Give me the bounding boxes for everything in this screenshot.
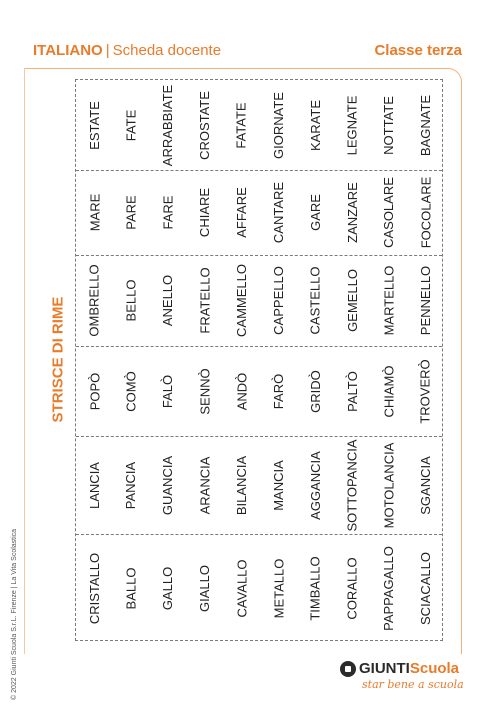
- rhyme-word: [232, 170, 252, 255]
- rhyme-word-text: GIALLO: [197, 564, 213, 612]
- rhyme-word-text: ZANZARE: [344, 182, 360, 243]
- rhyme-word-text: CHIARE: [197, 187, 213, 238]
- rhyme-word: [84, 534, 104, 642]
- rhyme-word: [379, 346, 399, 436]
- rhyme-word: [416, 436, 436, 534]
- rhyme-word: [232, 436, 252, 534]
- rhyme-word: [158, 436, 178, 534]
- grade-label: Classe terza: [374, 42, 462, 59]
- rhyme-word-text: POPÒ: [86, 372, 102, 410]
- rhyme-word-text: CROSTATE: [197, 90, 213, 160]
- rhyme-word-text: OMBRELLO: [86, 264, 102, 337]
- rhyme-word: [195, 255, 215, 346]
- rhyme-word: [268, 534, 288, 642]
- rhyme-word: [195, 80, 215, 170]
- rhyme-word: [232, 255, 252, 346]
- rhyme-word: [121, 170, 141, 255]
- rhyme-word: [305, 436, 325, 534]
- rhyme-word-text: CANTARE: [270, 181, 286, 244]
- rhyme-word-text: CRISTALLO: [86, 552, 102, 624]
- rhyme-word-text: PAPPAGALLO: [381, 545, 397, 631]
- rhyme-word-text: MANCIA: [270, 459, 286, 511]
- rhyme-word: [268, 80, 288, 170]
- rhyme-word-text: FALÒ: [160, 374, 176, 408]
- rhyme-word: [379, 80, 399, 170]
- rhyme-word: [121, 80, 141, 170]
- rhyme-word: [84, 80, 104, 170]
- rhyme-strips-grid: [75, 79, 443, 641]
- rhyme-word: [195, 534, 215, 642]
- rhyme-word-text: CAPPELLO: [270, 266, 286, 335]
- rhyme-word-text: GEMELLO: [344, 269, 360, 332]
- rhyme-word-text: AGGANCIA: [307, 450, 323, 520]
- rhyme-word: [158, 170, 178, 255]
- rhyme-word: [84, 346, 104, 436]
- rhyme-word-text: FRATELLO: [197, 267, 213, 334]
- rhyme-word-text: MARTELLO: [381, 265, 397, 336]
- rhyme-word: [416, 534, 436, 642]
- rhyme-word: [84, 255, 104, 346]
- rhyme-word-text: SOTTOPANCIA: [344, 439, 360, 531]
- rhyme-word-text: ESTATE: [86, 100, 102, 150]
- rhyme-word: [379, 255, 399, 346]
- rhyme-word: [379, 534, 399, 642]
- rhyme-word-text: FOCOLARE: [418, 176, 434, 249]
- rhyme-word-text: ANDÒ: [234, 372, 250, 410]
- rhyme-word: [158, 80, 178, 170]
- rhyme-word-text: NOTTATE: [381, 95, 397, 155]
- subject-label: ITALIANO: [33, 42, 103, 59]
- rhyme-word-text: TROVERÒ: [418, 358, 434, 424]
- rhyme-word-text: GIORNATE: [270, 91, 286, 159]
- rhyme-word: [342, 80, 362, 170]
- page-frame-left-edge: [24, 68, 25, 654]
- rhyme-word: [379, 436, 399, 534]
- worksheet-title-text: STRISCE DI RIME: [49, 296, 67, 423]
- rhyme-word-text: SCIACALLO: [418, 551, 434, 625]
- rhyme-word-text: GALLO: [160, 566, 176, 610]
- rhyme-word: [305, 80, 325, 170]
- rhyme-word: [305, 170, 325, 255]
- header-left: [33, 42, 221, 59]
- rhyme-word: [195, 436, 215, 534]
- giunti-logo-icon: [340, 661, 356, 677]
- rhyme-word: [268, 436, 288, 534]
- rhyme-word-text: GARE: [307, 194, 323, 231]
- logo-brand-scuola: Scuola: [409, 660, 460, 677]
- rhyme-word-text: GUANCIA: [160, 455, 176, 515]
- logo-tagline: star bene a scuola: [362, 678, 464, 691]
- rhyme-word: [232, 534, 252, 642]
- sheet-type-label: Scheda docente: [112, 42, 222, 59]
- rhyme-word: [305, 255, 325, 346]
- rhyme-word-text: LEGNATE: [344, 95, 360, 155]
- rhyme-word: [342, 436, 362, 534]
- rhyme-word: [121, 255, 141, 346]
- rhyme-word: [121, 346, 141, 436]
- rhyme-word-text: COMÒ: [123, 370, 139, 412]
- rhyme-word: [416, 80, 436, 170]
- rhyme-word: [342, 534, 362, 642]
- copyright-text: © 2022 Giunti Scuola S.r.L. Firenze | La Vita Scolastica: [11, 528, 18, 700]
- rhyme-word-text: BAGNATE: [418, 94, 434, 156]
- giunti-scuola-logo: [340, 660, 470, 700]
- rhyme-word: [268, 346, 288, 436]
- rhyme-word: [84, 170, 104, 255]
- rhyme-word: [416, 255, 436, 346]
- rhyme-word-text: SGANCIA: [418, 455, 434, 515]
- rhyme-word: [342, 170, 362, 255]
- rhyme-word-text: MARE: [86, 193, 102, 232]
- rhyme-word-text: MOTOLANCIA: [381, 442, 397, 528]
- rhyme-word-text: BILANCIA: [234, 455, 250, 515]
- rhyme-word-text: CORALLO: [344, 556, 360, 620]
- rhyme-word-text: FATE: [123, 109, 139, 141]
- rhyme-word-text: GRIDÒ: [307, 369, 323, 413]
- rhyme-word: [121, 534, 141, 642]
- rhyme-word-text: ANELLO: [160, 274, 176, 327]
- rhyme-word-text: CASOLARE: [381, 177, 397, 248]
- rhyme-word-text: KARATE: [307, 99, 323, 151]
- rhyme-word: [195, 346, 215, 436]
- rhyme-word-text: LANCIA: [86, 461, 102, 509]
- rhyme-word: [232, 80, 252, 170]
- rhyme-word: [342, 346, 362, 436]
- rhyme-word-text: ARANCIA: [197, 456, 213, 514]
- rhyme-word: [84, 436, 104, 534]
- rhyme-word-text: PANCIA: [123, 461, 139, 509]
- rhyme-word-text: CASTELLO: [307, 266, 323, 335]
- rhyme-word-text: PARE: [123, 195, 139, 230]
- rhyme-word: [158, 534, 178, 642]
- logo-brand-giunti: GIUNTI: [359, 660, 410, 677]
- rhyme-word-text: TIMBALLO: [307, 555, 323, 621]
- rhyme-word-text: METALLO: [270, 558, 286, 618]
- rhyme-word-text: BELLO: [123, 279, 139, 322]
- rhyme-word: [158, 346, 178, 436]
- rhyme-word: [416, 170, 436, 255]
- rhyme-word-text: FATATE: [234, 101, 250, 149]
- rhyme-word-text: CAVALLO: [234, 558, 250, 618]
- rhyme-word-text: BALLO: [123, 567, 139, 609]
- rhyme-word-text: PENNELLO: [418, 265, 434, 336]
- rhyme-word: [342, 255, 362, 346]
- rhyme-word-text: AFFARE: [234, 187, 250, 238]
- rhyme-word: [305, 534, 325, 642]
- rhyme-word: [416, 346, 436, 436]
- rhyme-word-text: CAMMELLO: [234, 264, 250, 337]
- rhyme-word-text: FARE: [160, 195, 176, 230]
- rhyme-word-text: SENNÒ: [197, 367, 213, 415]
- rhyme-word: [379, 170, 399, 255]
- header-separator: |: [105, 42, 110, 59]
- rhyme-word-text: PALTÒ: [344, 370, 360, 412]
- rhyme-word: [268, 170, 288, 255]
- rhyme-word-text: ARRABBIATE: [160, 84, 176, 166]
- rhyme-word: [195, 170, 215, 255]
- rhyme-word: [158, 255, 178, 346]
- rhyme-word: [121, 436, 141, 534]
- rhyme-word: [268, 255, 288, 346]
- rhyme-word-text: CHIAMÒ: [381, 365, 397, 417]
- rhyme-word-text: FARÒ: [270, 373, 286, 409]
- rhyme-word: [232, 346, 252, 436]
- rhyme-word: [305, 346, 325, 436]
